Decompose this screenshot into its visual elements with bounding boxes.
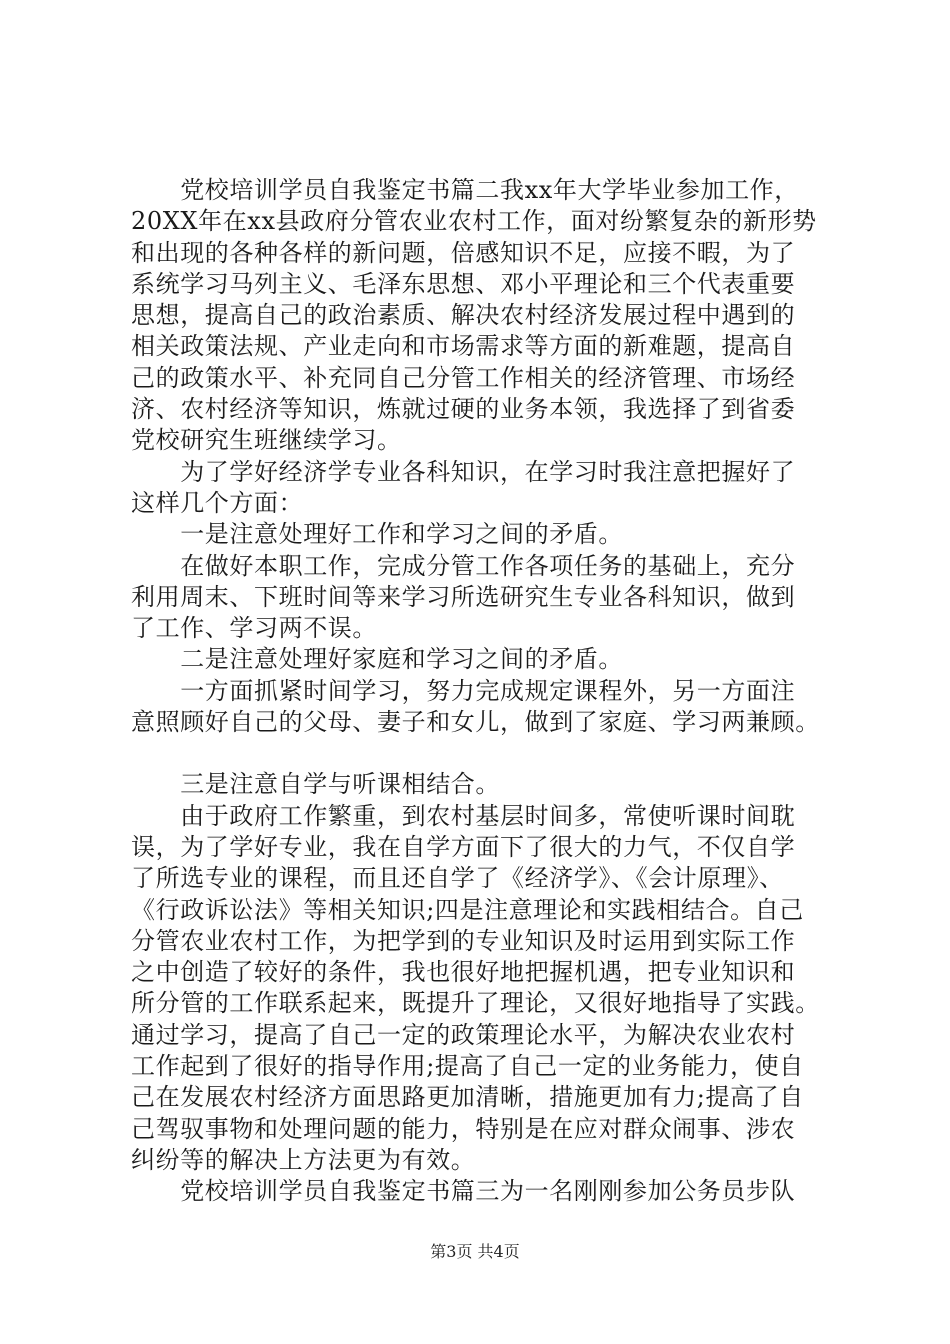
- text-line: 这样几个方面：: [131, 488, 304, 517]
- text-line: 《行政诉讼法》等相关知识;四是注意理论和实践相结合。自己: [131, 895, 804, 924]
- text-line: 和出现的各种各样的新问题，倍感知识不足，应接不暇，为了: [131, 238, 796, 267]
- text-line: 三是注意自学与听课相结合。: [131, 770, 500, 799]
- text-line: 系统学习马列主义、毛泽东思想、邓小平理论和三个代表重要: [131, 269, 796, 298]
- text-line: 工作起到了很好的指导作用;提高了自己一定的业务能力，使自: [131, 1052, 804, 1081]
- text-line: 所分管的工作联系起来，既提升了理论，又很好地指导了实践。: [131, 989, 820, 1018]
- text-line: 之中创造了较好的条件，我也很好地把握机遇，把专业知识和: [131, 958, 796, 987]
- text-line: 思想，提高自己的政治素质、解决农村经济发展过程中遇到的: [131, 301, 796, 330]
- text-line: 利用周末、下班时间等来学习所选研究生专业各科知识，做到: [131, 582, 796, 611]
- text-line: 己在发展农村经济方面思路更加清晰，措施更加有力;提高了自: [131, 1083, 804, 1112]
- text-line: 纠纷等的解决上方法更为有效。: [131, 1145, 476, 1174]
- page-footer: 第3页 共4页: [430, 1242, 520, 1261]
- text-line: 一是注意处理好工作和学习之间的矛盾。: [131, 520, 623, 549]
- text-line: 济、农村经济等知识，炼就过硬的业务本领，我选择了到省委: [131, 395, 796, 424]
- paragraph-gap: [131, 738, 831, 769]
- text-line: 相关政策法规、产业走向和市场需求等方面的新难题，提高自: [131, 332, 796, 361]
- text-line: 在做好本职工作，完成分管工作各项任务的基础上，充分: [131, 551, 796, 580]
- text-line: 己的政策水平、补充同自己分管工作相关的经济管理、市场经: [131, 363, 796, 392]
- text-line: 意照顾好自己的父母、妻子和女儿，做到了家庭、学习两兼顾。: [131, 708, 820, 737]
- text-line: 为了学好经济学专业各科知识，在学习时我注意把握好了: [131, 457, 796, 486]
- text-line: 误，为了学好专业，我在自学方面下了很大的力气，不仅自学: [131, 832, 796, 861]
- text-line: 了工作、学习两不误。: [131, 614, 377, 643]
- text-line: 一方面抓紧时间学习，努力完成规定课程外，另一方面注: [131, 676, 796, 705]
- text-line: 党校培训学员自我鉴定书篇二我xx年大学毕业参加工作，: [131, 176, 799, 204]
- text-line: 通过学习，提高了自己一定的政策理论水平，为解决农业农村: [131, 1020, 796, 1049]
- text-line: 党校培训学员自我鉴定书篇三为一名刚刚参加公务员步队: [131, 1177, 796, 1206]
- text-line: 分管农业农村工作，为把学到的专业知识及时运用到实际工作: [131, 926, 796, 955]
- text-line: 由于政府工作繁重，到农村基层时间多，常使听课时间耽: [131, 801, 796, 830]
- text-line: 二是注意处理好家庭和学习之间的矛盾。: [131, 645, 623, 674]
- text-line: 己驾驭事物和处理问题的能力，特别是在应对群众闹事、涉农: [131, 1114, 796, 1143]
- text-line: 党校研究生班继续学习。: [131, 426, 402, 455]
- text-line: 20XX年在xx县政府分管农业农村工作，面对纷繁复杂的新形势: [131, 207, 817, 236]
- document-body: [131, 175, 831, 1208]
- text-line: 了所选专业的课程，而且还自学了《经济学》、《会计原理》、: [131, 864, 784, 893]
